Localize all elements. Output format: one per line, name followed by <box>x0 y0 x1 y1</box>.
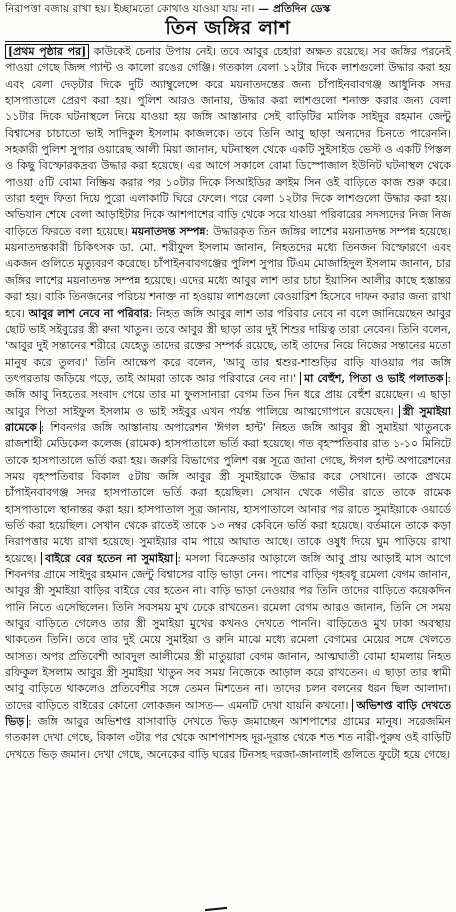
paragraph-family-refuses: : নিহত জঙ্গি আবুর লাশ তার পরিবার নেবে না বলে জানিয়েছেন আবুর ছোট ভাই সইবুরের স্ত্রী রুনা খাতুন। তবে আবুর স্ত্রী ছাড়া তার দুই শিশুর দায়িত্ব তারা নেবেন। তিনি বলেন, 'আবুর দুই সন্তানের শরীরে যেহেতু তাদের রক্তের সম্পর্ক রয়েছে, তাই তাদের নিয়ে নিজের সন্তানের মতো মানুষ করে তুলব।' তিনি আক্ষেপ করে বলেন, 'আবু তার শ্বশুর-শাশুড়ির বাড়ি যাওয়ার পর জঙ্গি তৎপরতায় জড়িয়ে পড়ে, তাই আমরা তাকে আর পরিবারে নেব না।' <box>5 306 451 385</box>
paragraph-mother-father: : জঙ্গি আবু নিহতের সংবাদ পেয়ে তার মা ফুলসানারা বেগম তিন দিন ধরে প্রায় বেহুঁশ রয়েছেন। এ ছাড়া আবুর পিতা সাইফুল ইসলাম ও ভাই সইবুর এখন পর্যন্ত পালিয়ে আত্মগোপনে রয়েছেন। <box>5 371 451 418</box>
headline: তিন জঙ্গির লাশ <box>165 17 291 39</box>
paragraph-intro: কাউকেই চেনার উপায় নেই। তবে আবুর চেহারা অক্ষত রয়েছে। সব জঙ্গির পরনেই পাওয়া গেছে জিন্স প্যান্ট ও কালো রঙের গেঞ্জি। গতকাল বেলা ১২টার দিকে লাশগুলো উদ্ধার করা হয় এবং বেলা দেড়টার দিকে দুটি অ্যাম্বুলেন্সে করে ময়নাতদন্তের জন্য চাঁপাইনবাবগঞ্জ আধুনিক সদর হাসপাতালে প্রেরণ করা হয়। পুলিশ আরও জানায়, উদ্ধার করা লাশগুলো শনাক্ত করার জন্য বেলা ১১টার দিকে ঘটনাস্থলে নিয়ে যাওয়া হয় জঙ্গি আস্তানার সেই বাড়িটির মালিক সাইদুর রহমান জেন্টু বিশ্বাসের চাচাতো ভাই সাদিকুল ইসলাম কাজলকে। তবে তিনি আবু ছাড়া অন্যদের চিনতে পারেননি। সহকারী পুলিশ সুপার ওয়ারেছ আলী মিয়া জানান, ঘটনাস্থল থেকে একটি সুইসাইড ভেস্ট ও একটি পিস্তল ও কিছু বিস্ফোরকদ্রব্য উদ্ধার করা হয়েছে। এর আগে সকালে বোমা ডিস্পোজাল ইউনিট ঘটনাস্থল থেকে পাওয়া ৫টি বোমা নিষ্ক্রিয় করার পর ১০টার দিকে সিআইডির ক্রাইম সিন ওই বাড়িতে কাজ শুরু করে। তারা হলুদ ফিতা দিয়ে পুরো এলাকাটি ঘিরে ফেলে। পরে বেলা ১২টার দিকে লাশগুলো উদ্ধার করা হয়। অভিযান শেষে বেলা আড়াইটার দিকে আশপাশের বাড়ি থেকে সরে যাওয়া পরিবারের সদস্যদের নিজ নিজ বাড়িতে ফিরতে বলা হয়েছে। <box>5 45 451 238</box>
paragraph-crowd: : জঙ্গি আবুর অভিশপ্ত বাসাবাড়ি দেখতে ভিড় জমাচ্ছেন আশপাশের গ্রামের মানুষ। সরেজমিন গতকাল দেখা গেছে, বিকাল ৩টার পর থেকে আশপাশসহ দূর-দূরান্ত থেকে শত শত নারী-পুরুষ ওই বাড়িটি দেখতে ভিড় জমান। দেখা গেছে, অনেকের বাড়ি ঘরের টিনসহ দরজা-জানালাই গুলিতে ফুটো হয়ে গেছে। <box>5 715 451 761</box>
paragraph-wife-secluded: : মসলা বিক্রেতার আড়ালে জঙ্গি আবু প্রায় আড়াই মাস আগে শিবনগর গ্রামে সাইদুর রহমান জেন্টু বিশ্বাসের বাড়ি ভাড়া নেন। পাশের বাড়ির গৃহবধূ রমেলা বেগম জানান, আবুর স্ত্রী সুমাইয়া বাড়ির বাইরে বের হতেন না। বাড়ি ভাড়া নেওয়ার পর তিনি তাদের বাড়িতে কয়েকদিন পানি নিতে এসেছিলেন। তিনি সবসময় মুখ ঢেকে রাখতেন। রমেলা বেগম আরও জানান, তিনি সে সময় আবুর বাড়িতে গেলেও তার স্ত্রী সুমাইয়া মুখের কখনও দেখতে পাননি। বাড়িতেও মুখ ঢাকা অবস্থায় থাকতেন তিনি। তবে তার দুই মেয়ে সুমাইয়া ও রুনি মাঝে মধ্যে রমেলা বেগমের মেয়ের সঙ্গে খেলতে আসত। অপর প্রতিবেশী আবদুল আলীমের স্ত্রী মাতুয়ারা বেগম জানান, আত্মঘাতী বোমা হামলায় নিহত রফিকুল ইসলাম আবুর স্ত্রী সুমাইয়া খাতুন সব সময় নিজেকে আড়াল করে রাখতেন। এ ছাড়া তার স্বামী আবু বাড়িতে থাকলেও প্রতিবেশীর সঙ্গে তেমন মিশতেন না। তাদের চলন বলনের ধরন ছিল আলাদা। তাদের বাড়িতে বাইরের কোনো লোকজন আসত— এমনটি দেখা যায়নি কখনো। <box>5 551 451 712</box>
subhead-crowd: অভিশপ্ত বাড়ি দেখতে ভিড় <box>5 698 451 729</box>
paragraph-wife-rmch: : শিবনগর জঙ্গি আস্তানায় অপারেশন 'ঈগল হান্ট' নিহত জঙ্গি আবুর স্ত্রী সুমাইয়া খাতুনকে রাজশাহী মেডিকেল কলেজ (রামেক) হাসপাতালে ভর্তি করা হয়েছে। গত বৃহস্পতিবার রাত ১-১০ মিনিটে তাকে হাসপাতালে ভর্তি করা হয়। জরুরি বিভাগের পুলিশ বক্স সূত্রে জানা গেছে, ঈগল হান্ট অপারেশনের সময় বৃহস্পতিবার বিকাল ৫টায় জঙ্গি আবুর স্ত্রী সুমাইয়াকে উদ্ধার করে সেখানে। তাকে প্রথমে চাঁপাইনবাবগঞ্জ সদর হাসপাতালে ভর্তি করা হয়েছিল। সেখান থেকে গভীর রাতে তাকে রামেক হাসপাতালে স্থানান্তর করা হয়। হাসপাতাল সূত্র জানায়, হাসপাতালে আনার পর রাতে সুমাইয়াকে ওয়ার্ডে ভর্তি করা হয়েছিল। সেখান থেকে রাতেই তাকে ১৩ নম্বর কেবিনে ভর্তি করা হয়েছে। বর্তমানে তাকে কড়া নিরাপত্তার মধ্যে রাখা হয়েছে। সুমাইয়ার বাম পায়ে আঘাত আছে। তাকে ওষুধ দিয়ে ঘুম পাড়িয়ে রাখা হয়েছে। <box>5 420 451 565</box>
subhead-wife-secluded: বাইরে বের হতেন না সুমাইয়া <box>41 552 177 565</box>
paragraph-autopsy: : উদ্ধারকৃত তিন জঙ্গির লাশের ময়নাতদন্ত সম্পন্ন হয়েছে। ময়নাতদন্তকারী চিকিৎসক ডা. মো. শরীফুল ইসলাম জানান, নিহতদের মধ্যে তিনজন বিস্ফোরণে এবং একজন গুলিতে মৃত্যুবরণ করেছে। চাঁপাইনবাবগঞ্জের পুলিশ সুপার টিএম মোজাহিদুল ইসলাম জানান, চার জঙ্গির লাশের ময়নাতদন্ত সম্পন্ন হয়েছে। এদের মধ্যে আবুর লাশ তার চাচা ইয়াসিন আলীর কাছে হস্তান্তর করা হয়। বাকি তিনজনের পরিচয় শনাক্ত না হওয়ায় লাশগুলো বেওয়ারিশ হিসেবে দাফন করার জন্য রাখা হবে। <box>5 224 451 320</box>
subhead-wife-rmch: স্ত্রী সুমাইয়া রামেকে <box>5 404 451 434</box>
previous-story-text: নিরাপত্তা বজায় রাখা হয়। ইচ্ছামতো কোথাও যাওয়া যায় না। <box>5 3 255 15</box>
byline-dash: — <box>258 3 270 15</box>
subhead-mother-father: মা বেহুঁশ, পিতা ও ভাই পলাতক <box>300 372 447 385</box>
subhead-family-refuses: আবুর লাশ নেবে না পরিবার <box>28 306 149 320</box>
article-text <box>5 44 451 763</box>
column-end-mark <box>196 906 236 912</box>
byline-source: প্রতিদিন ডেস্ক <box>273 3 331 15</box>
continuation-kicker: [প্রথম পৃষ্ঠার পর] <box>5 44 89 59</box>
subhead-autopsy: ময়নাতদন্ত সম্পন্ন <box>131 224 206 238</box>
article-body <box>5 44 451 894</box>
headline-bar <box>5 16 451 42</box>
previous-story-tail <box>5 2 451 16</box>
